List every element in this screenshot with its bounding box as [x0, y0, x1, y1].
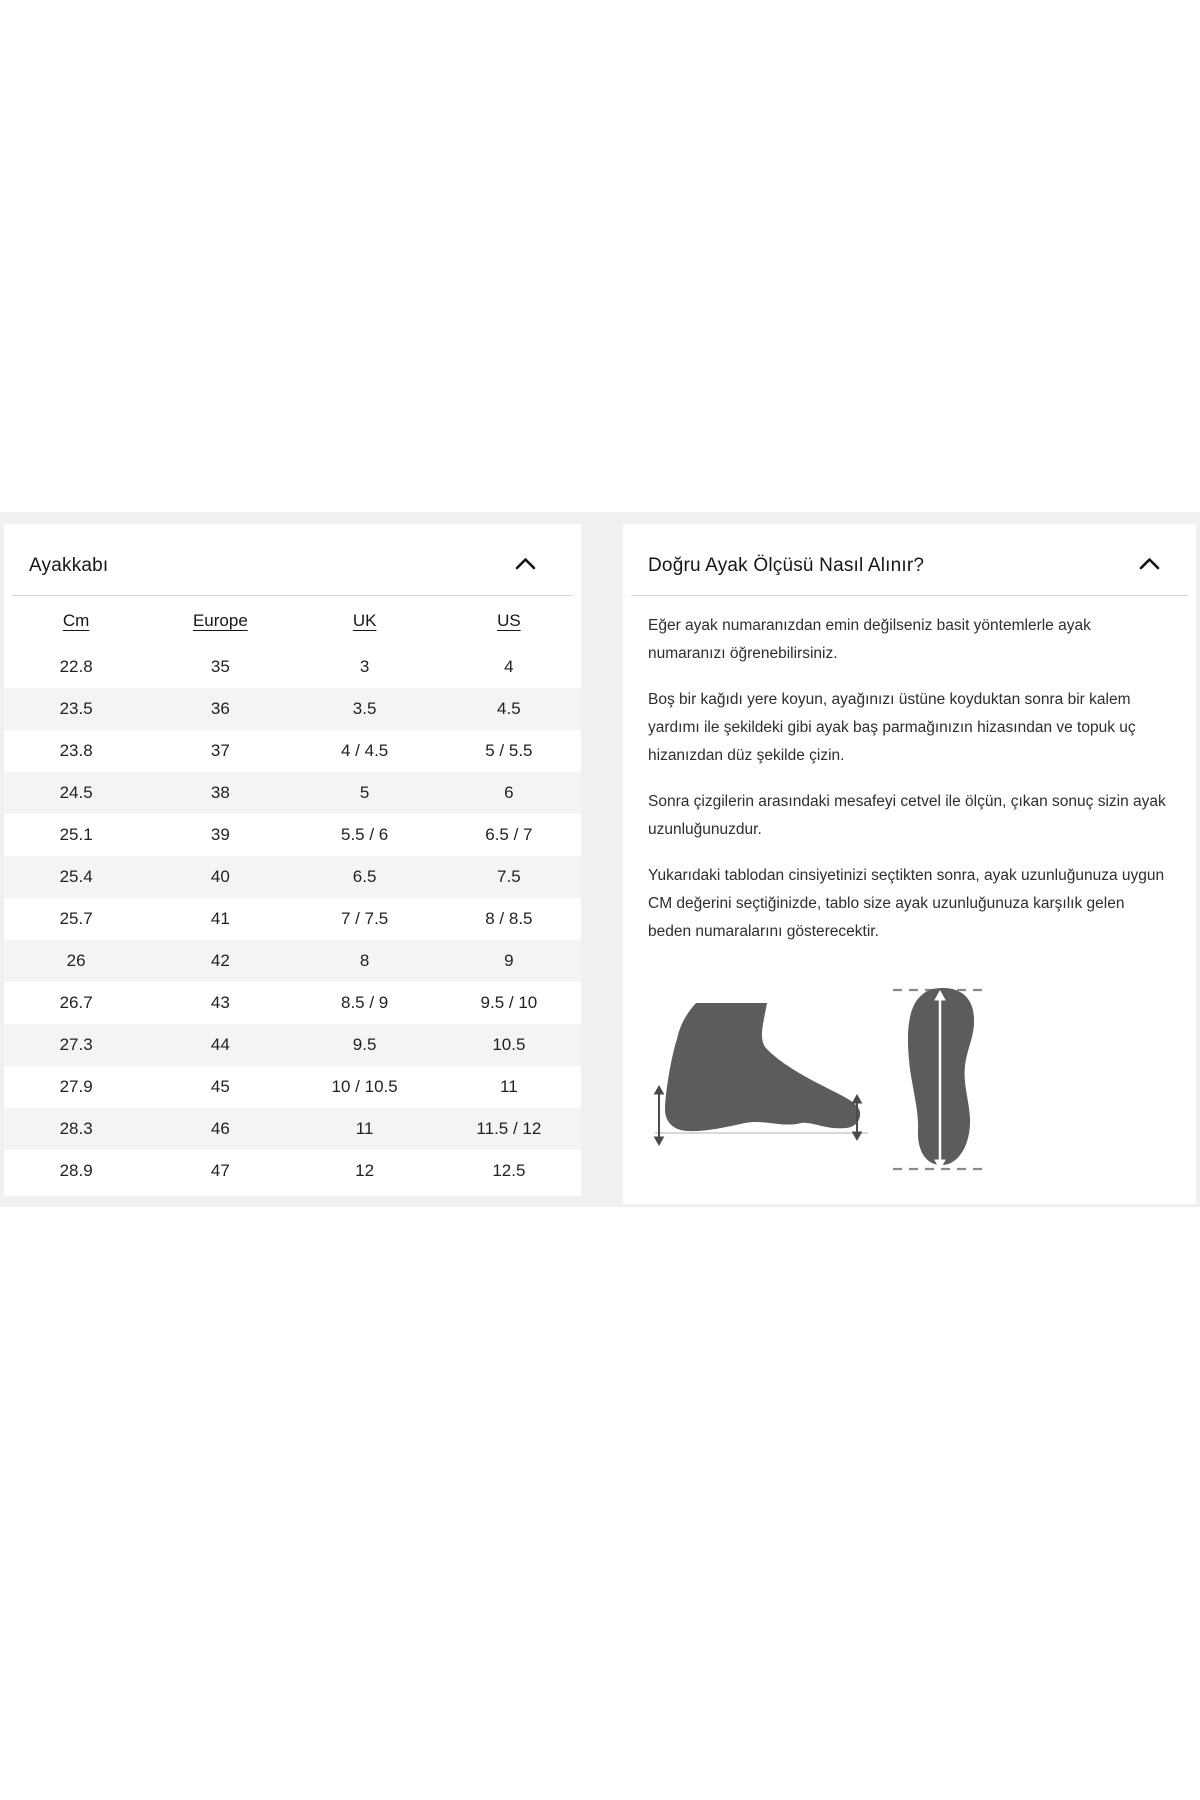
- size-value-cell: 4.5: [497, 699, 521, 718]
- shoe-size-panel-title: Ayakkabı: [29, 555, 109, 576]
- size-value-cell: 37: [210, 741, 230, 760]
- size-value-cell: 40: [210, 867, 230, 886]
- size-table-row: [4, 646, 581, 688]
- size-value-cell: 47: [210, 1161, 230, 1180]
- size-value-cell: 12: [355, 1161, 375, 1180]
- size-value-cell: 23.8: [59, 741, 93, 760]
- size-value-cell: 5: [359, 783, 370, 802]
- size-value-cell: 27.3: [59, 1035, 93, 1054]
- size-value-cell: 46: [210, 1119, 230, 1138]
- guide-paragraph: Eğer ayak numaranızdan emin değilseniz basit yöntemlerle ayak numaranızı öğrenebilirsiniz.: [648, 617, 1091, 662]
- size-value-cell: 36: [210, 699, 230, 718]
- size-table-row: [4, 940, 581, 982]
- size-table-row: [4, 814, 581, 856]
- size-table-row: [4, 1024, 581, 1066]
- size-column-header-cm: [4, 596, 148, 646]
- size-value-cell: 45: [210, 1077, 230, 1096]
- size-value-cell: 28.3: [59, 1119, 93, 1138]
- size-value-cell: 10.5: [492, 1035, 526, 1054]
- size-value-cell: 11.5 / 12: [476, 1119, 542, 1138]
- size-value-cell: 8 / 8.5: [485, 909, 533, 928]
- size-value-cell: 11: [500, 1077, 518, 1096]
- size-value-cell: 26.7: [59, 993, 93, 1012]
- size-value-cell: 7.5: [497, 867, 521, 886]
- guide-paragraphs: [623, 596, 1196, 946]
- size-value-cell: 26: [66, 951, 86, 970]
- measurement-guide-header: [623, 524, 1196, 595]
- size-value-cell: 25.7: [59, 909, 93, 928]
- size-value-cell: 12.5: [492, 1161, 526, 1180]
- size-value-cell: 8: [359, 951, 370, 970]
- chevron-up-icon: [515, 557, 536, 573]
- measurement-guide-title: Doğru Ayak Ölçüsü Nasıl Alınır?: [648, 555, 925, 576]
- measurement-guide-panel: [623, 524, 1196, 1204]
- size-guide-section: [0, 512, 1200, 1207]
- size-table-row: [4, 1066, 581, 1108]
- size-value-cell: 42: [210, 951, 230, 970]
- size-value-cell: 25.1: [59, 825, 93, 844]
- size-table-header-row: [4, 596, 581, 646]
- size-value-cell: 27.9: [59, 1077, 93, 1096]
- size-table: [4, 596, 581, 1192]
- size-value-cell: 24.5: [59, 783, 93, 802]
- size-value-cell: 22.8: [59, 657, 93, 676]
- chevron-up-icon: [1139, 557, 1160, 573]
- foot-measurement-diagram: [640, 985, 990, 1175]
- guide-paragraph: Boş bir kağıdı yere koyun, ayağınızı üstüne koyduktan sonra bir kalem yardımı ile şekildeki gibi ayak baş parmağınızın hizasından ve topuk uç hizanızdan düz şekilde çizin.: [648, 691, 1136, 764]
- size-value-cell: 28.9: [59, 1161, 93, 1180]
- size-value-cell: 11: [355, 1119, 374, 1138]
- size-table-row: [4, 856, 581, 898]
- size-value-cell: 5 / 5.5: [485, 741, 533, 760]
- guide-paragraph: Yukarıdaki tablodan cinsiyetinizi seçtikten sonra, ayak uzunluğunuza uygun CM değerini seçtiğinizde, tablo size ayak uzunluğunuza karşılık gelen beden numaralarını gösterecektir.: [648, 867, 1165, 940]
- size-value-cell: 7 / 7.5: [340, 909, 389, 928]
- size-value-cell: 9.5 / 10: [480, 993, 538, 1012]
- collapse-shoe-size-button[interactable]: [508, 550, 542, 580]
- size-value-cell: 9: [504, 951, 514, 970]
- size-value-cell: 3: [359, 657, 370, 676]
- size-table-row: [4, 688, 581, 730]
- size-table-row: [4, 982, 581, 1024]
- size-value-cell: 43: [210, 993, 230, 1012]
- foot-side-view-icon: [655, 1003, 869, 1145]
- size-value-cell: 35: [210, 657, 230, 676]
- size-value-cell: 5.5 / 6: [340, 825, 389, 844]
- size-table-row: [4, 772, 581, 814]
- size-column-header-label[interactable]: US: [497, 611, 521, 630]
- guide-paragraph: Sonra çizgilerin arasındaki mesafeyi cetvel ile ölçün, çıkan sonuç sizin ayak uzunluğunuzdur.: [648, 793, 1166, 838]
- footprint-top-view-icon: [893, 988, 985, 1169]
- size-value-cell: 25.4: [59, 867, 93, 886]
- size-value-cell: 44: [210, 1035, 230, 1054]
- size-column-header-uk: [293, 596, 437, 646]
- size-value-cell: 39: [210, 825, 230, 844]
- size-value-cell: 3.5: [352, 699, 377, 718]
- size-value-cell: 6.5 / 7: [485, 825, 533, 844]
- size-table-row: [4, 730, 581, 772]
- size-value-cell: 6.5: [352, 867, 377, 886]
- size-value-cell: 23.5: [59, 699, 93, 718]
- size-value-cell: 10 / 10.5: [331, 1077, 398, 1096]
- size-value-cell: 4 / 4.5: [340, 741, 389, 760]
- size-value-cell: 4: [504, 657, 514, 676]
- shoe-size-panel: [4, 524, 581, 1196]
- size-column-header-label[interactable]: Europe: [192, 611, 248, 630]
- size-column-header-label[interactable]: Cm: [62, 611, 90, 630]
- size-value-cell: 38: [210, 783, 230, 802]
- size-value-cell: 9.5: [352, 1035, 377, 1054]
- heel-height-arrow-icon: [655, 1086, 664, 1145]
- size-table-row: [4, 1150, 581, 1192]
- size-value-cell: 8.5 / 9: [340, 993, 389, 1012]
- size-column-header-label[interactable]: UK: [352, 611, 377, 630]
- collapse-guide-button[interactable]: [1132, 550, 1166, 580]
- size-value-cell: 6: [504, 783, 514, 802]
- size-value-cell: 41: [210, 909, 230, 928]
- size-column-header-us: [437, 596, 581, 646]
- size-table-row: [4, 898, 581, 940]
- shoe-size-panel-header: [4, 524, 581, 595]
- size-table-row: [4, 1108, 581, 1150]
- size-column-header-europe: [148, 596, 292, 646]
